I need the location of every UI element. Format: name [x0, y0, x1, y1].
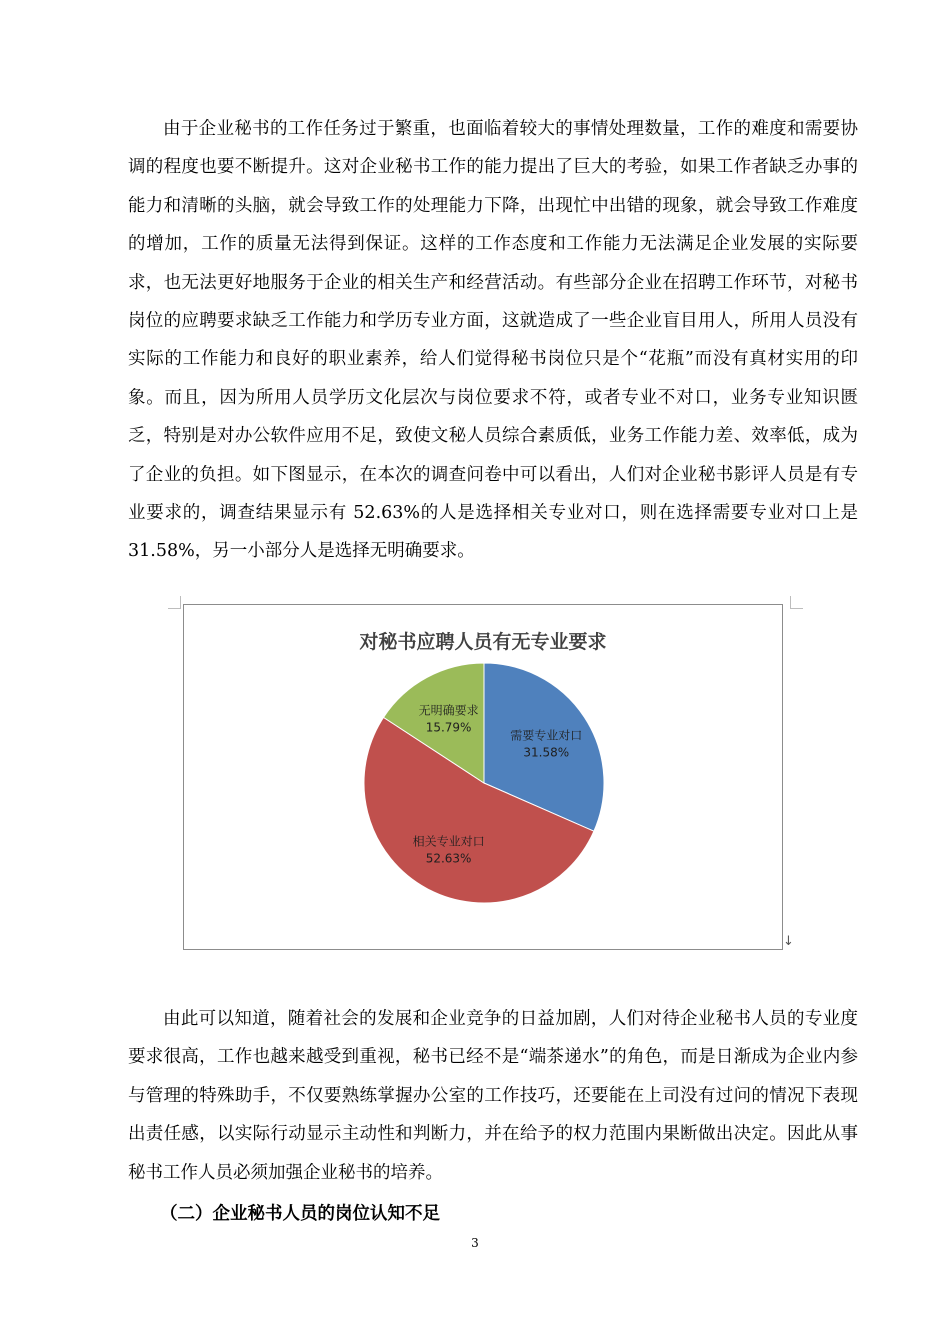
body-paragraph: 由于企业秘书的工作任务过于繁重，也面临着较大的事情处理数量，工作的难度和需要协调的程度也要不断提升。这对企业秘书工作的能力提出了巨大的考验，如果工作者缺乏办事的能力和清晰的头脑，就会导致工作的处理能力下降，出现忙中出错的现象，就会导致工作难度的增加，工作的质量无法得到保证。这样的工作态度和工作能力无法满足企业发展的实际要求，也无法更好地服务于企业的相关生产和经营活动。有些部分企业在招聘工作环节，对秘书岗位的应聘要求缺乏工作能力和学历专业方面，这就造成了一些企业盲目用人，所用人员没有实际的工作能力和良好的职业素养，给人们觉得秘书岗位只是个“花瓶”而没有真材实用的印象。而且，因为所用人员学历文化层次与岗位要求不符，或者专业不对口，业务专业知识匮乏，特别是对办公软件应用不足，致使文秘人员综合素质低，业务工作能力差、效率低，成为了企业的负担。如下图显示，在本次的调查问卷中可以看出，人们对企业秘书影评人员是有专业要求的，调查结果显示有 52.63%的人是选择相关专业对口，则在选择需要专业对口上是 31.58%，另一小部分人是选择无明确要求。 — [128, 119, 858, 562]
crop-mark — [790, 596, 803, 609]
section-heading: （二）企业秘书人员的岗位认知不足 — [160, 1204, 440, 1224]
page-number: 3 — [471, 1236, 479, 1250]
slice-value-label: 31.58% — [523, 745, 570, 760]
body-paragraph: 由此可以知道，随着社会的发展和企业竞争的日益加剧，人们对待企业秘书人员的专业度要求很高，工作也越来越受到重视，秘书已经不是“端茶递水”的角色，而是日渐成为企业内参与管理的特殊助手，不仅要熟练掌握办公室的工作技巧，还要能在上司没有过问的情况下表现出责任感，以实际行动显示主动性和判断力，并在给予的权力范围内果断做出决定。因此从事秘书工作人员必须加强企业秘书的培养。 — [128, 1009, 858, 1183]
slice-value-label: 15.79% — [425, 720, 472, 735]
pie-chart — [183, 604, 783, 950]
slice-label: 无明确要求 — [418, 703, 479, 718]
paragraph-mark: ↓ — [783, 934, 794, 949]
crop-mark — [168, 596, 181, 609]
slice-value-label: 52.63% — [425, 851, 472, 866]
slice-label: 相关专业对口 — [412, 834, 485, 849]
pie-chart-canvas — [184, 605, 782, 949]
slice-label: 需要专业对口 — [510, 728, 583, 743]
chart-title: 对秘书应聘人员有无专业要求 — [359, 631, 607, 653]
